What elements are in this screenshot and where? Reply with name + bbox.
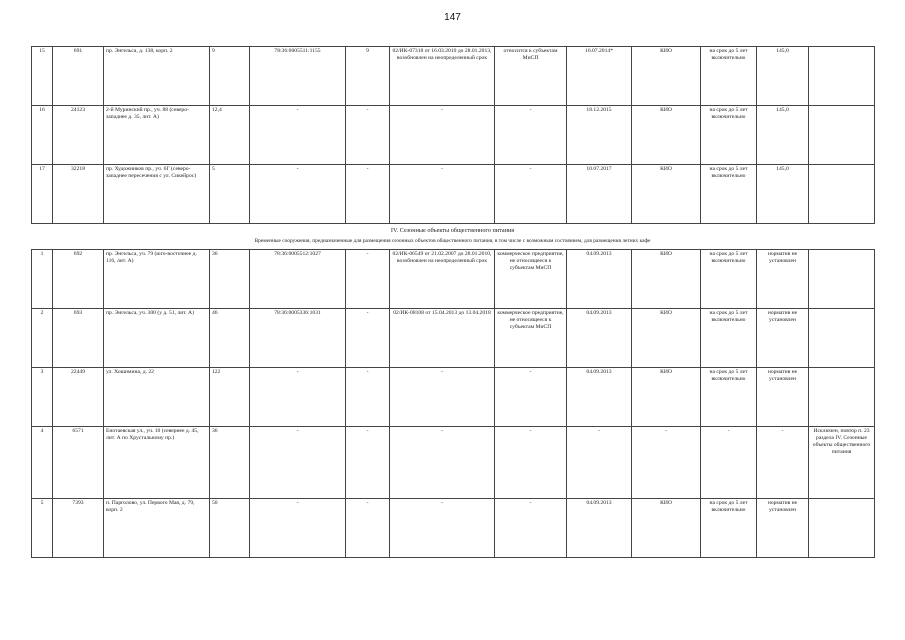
cell-id: 691 [53,47,104,106]
cell-norm: норматив не установлен [757,250,809,309]
cell-area: 50 [210,499,250,558]
cell-cadastral: - [250,165,346,224]
cell-num: 1 [32,250,53,309]
page-number: 147 [444,12,461,23]
cell-num: 2 [32,309,53,368]
cell-note: Исключен, повтор п. 23 раздела IV. Сезонные объекты общественного питания [809,427,875,499]
cell-term: на срок до 5 лет включительно [701,368,757,427]
cell-term: - [701,427,757,499]
table-row [32,309,875,368]
cell-address: пр. Художников пр., уч. 6Г (северо-западнее пересечения с ул. Сикейрос) [104,165,210,224]
cell-address: Енотаевская ул., уч. 10 (севернее д. 45, лит. А по Хрустальному пр.) [104,427,210,499]
cell-id: 32218 [53,165,104,224]
cell-num: 15 [32,47,53,106]
table-row [32,250,875,309]
cell-area2: - [346,309,390,368]
cell-norm: норматив не установлен [757,499,809,558]
cell-org: - [632,427,701,499]
table-row [32,499,875,558]
table-top [31,46,875,224]
cell-area: 12,4 [210,106,250,165]
cell-term: на срок до 5 лет включительно [701,309,757,368]
cell-norm: 145,0 [757,165,809,224]
cell-area2: - [346,499,390,558]
section-subtitle: Временные сооружения, предназначенные для размещения сезонных объектов общественного питания, в том числе с возможным состоянием, для размещения летних кафе [254,238,651,244]
cell-cadastral: - [250,427,346,499]
cell-status: коммерческое предприятие, не относящееся к субъектам МиСП [495,250,567,309]
cell-area: 122 [210,368,250,427]
cell-id: 7393 [53,499,104,558]
cell-contract: - [390,106,495,165]
cell-address: п. Парголово, ул. Первого Мая, д. 79, корп. 2 [104,499,210,558]
cell-area: 36 [210,250,250,309]
cell-cadastral: - [250,106,346,165]
table-bottom-body [32,250,875,558]
cell-status: - [495,106,567,165]
cell-norm: норматив не установлен [757,368,809,427]
cell-note [809,368,875,427]
table-row [32,47,875,106]
table-row [32,368,875,427]
table-top-body [32,47,875,224]
table-row [32,165,875,224]
cell-org: КИО [632,165,701,224]
cell-contract: 02/ИК-06549 от 21.02.2007 до 28.01.2010, возобновлен на неопределенный срок [390,250,495,309]
cell-org: КИО [632,250,701,309]
table-row [32,106,875,165]
cell-term: на срок до 5 лет включительно [701,499,757,558]
cell-note [809,309,875,368]
cell-address: ул. Хошимина, д. 22 [104,368,210,427]
cell-area2: - [346,250,390,309]
cell-date: 18.12.2015 [567,106,632,165]
cell-id: 6571 [53,427,104,499]
cell-date: 04.09.2013 [567,499,632,558]
table-row [32,427,875,499]
cell-area2: - [346,106,390,165]
cell-term: на срок до 5 лет включительно [701,250,757,309]
cell-area2: - [346,427,390,499]
cell-note [809,106,875,165]
cell-cadastral: - [250,499,346,558]
cell-term: на срок до 5 лет включительно [701,47,757,106]
cell-org: КИО [632,309,701,368]
cell-note [809,165,875,224]
cell-norm: 145,0 [757,106,809,165]
cell-address: пр. Энгельса, д. 138, корп. 2 [104,47,210,106]
cell-note [809,47,875,106]
cell-norm: норматив не установлен [757,309,809,368]
cell-address: пр. Энгельса, уч. 79 (юго-восточнее д. 116, лит. А) [104,250,210,309]
cell-date: 10.07.2017 [567,165,632,224]
cell-norm: - [757,427,809,499]
cell-status: - [495,165,567,224]
cell-status: - [495,427,567,499]
cell-term: на срок до 5 лет включительно [701,165,757,224]
cell-num: 16 [32,106,53,165]
cell-cadastral: - [250,368,346,427]
cell-norm: 145,0 [757,47,809,106]
cell-org: КИО [632,47,701,106]
cell-status: относится к субъектам МиСП [495,47,567,106]
cell-date: - [567,427,632,499]
cell-area2: - [346,368,390,427]
cell-num: 5 [32,499,53,558]
cell-note [809,499,875,558]
cell-date: 04.09.2013 [567,250,632,309]
cell-contract: - [390,165,495,224]
cell-date: 16.07.2014* [567,47,632,106]
cell-cadastral: 78:36:0005511:1155 [250,47,346,106]
cell-id: 22449 [53,368,104,427]
cell-id: 24123 [53,106,104,165]
cell-num: 17 [32,165,53,224]
cell-cadastral: 78:36:0005512:1027 [250,250,346,309]
section-title: IV. Сезонные объекты общественного питания [390,227,515,234]
cell-contract: 02/ИК-08108 от 15.04.2013 до 13.04.2018 [390,309,495,368]
cell-date: 04.09.2013 [567,368,632,427]
cell-area: 5 [210,165,250,224]
cell-status: коммерческое предприятие, не относящееся к субъектам МиСП [495,309,567,368]
cell-num: 3 [32,368,53,427]
cell-contract: - [390,499,495,558]
cell-id: 692 [53,250,104,309]
cell-contract: - [390,427,495,499]
cell-contract: - [390,368,495,427]
cell-area2: - [346,165,390,224]
table-bottom [31,249,875,558]
cell-org: КИО [632,106,701,165]
cell-org: КИО [632,499,701,558]
cell-cadastral: 78:36:0005336:1031 [250,309,346,368]
cell-org: КИО [632,368,701,427]
cell-address: пр. Энгельса, уч. 300 (у д. 51, лит. А) [104,309,210,368]
cell-area: 46 [210,309,250,368]
cell-address: 2-й Муринский пр., уч. 88 (северо-западнее д. 35, лит. А) [104,106,210,165]
cell-id: 693 [53,309,104,368]
cell-date: 04.09.2013 [567,309,632,368]
cell-num: 4 [32,427,53,499]
cell-area: 9 [210,47,250,106]
cell-area: 36 [210,427,250,499]
cell-status: - [495,499,567,558]
cell-term: на срок до 5 лет включительно [701,106,757,165]
cell-note [809,250,875,309]
cell-area2: 9 [346,47,390,106]
cell-contract: 02/ИК-07318 от 16.03.2010 до 28.01.2013, возобновлен на неопределенный срок [390,47,495,106]
cell-status: - [495,368,567,427]
